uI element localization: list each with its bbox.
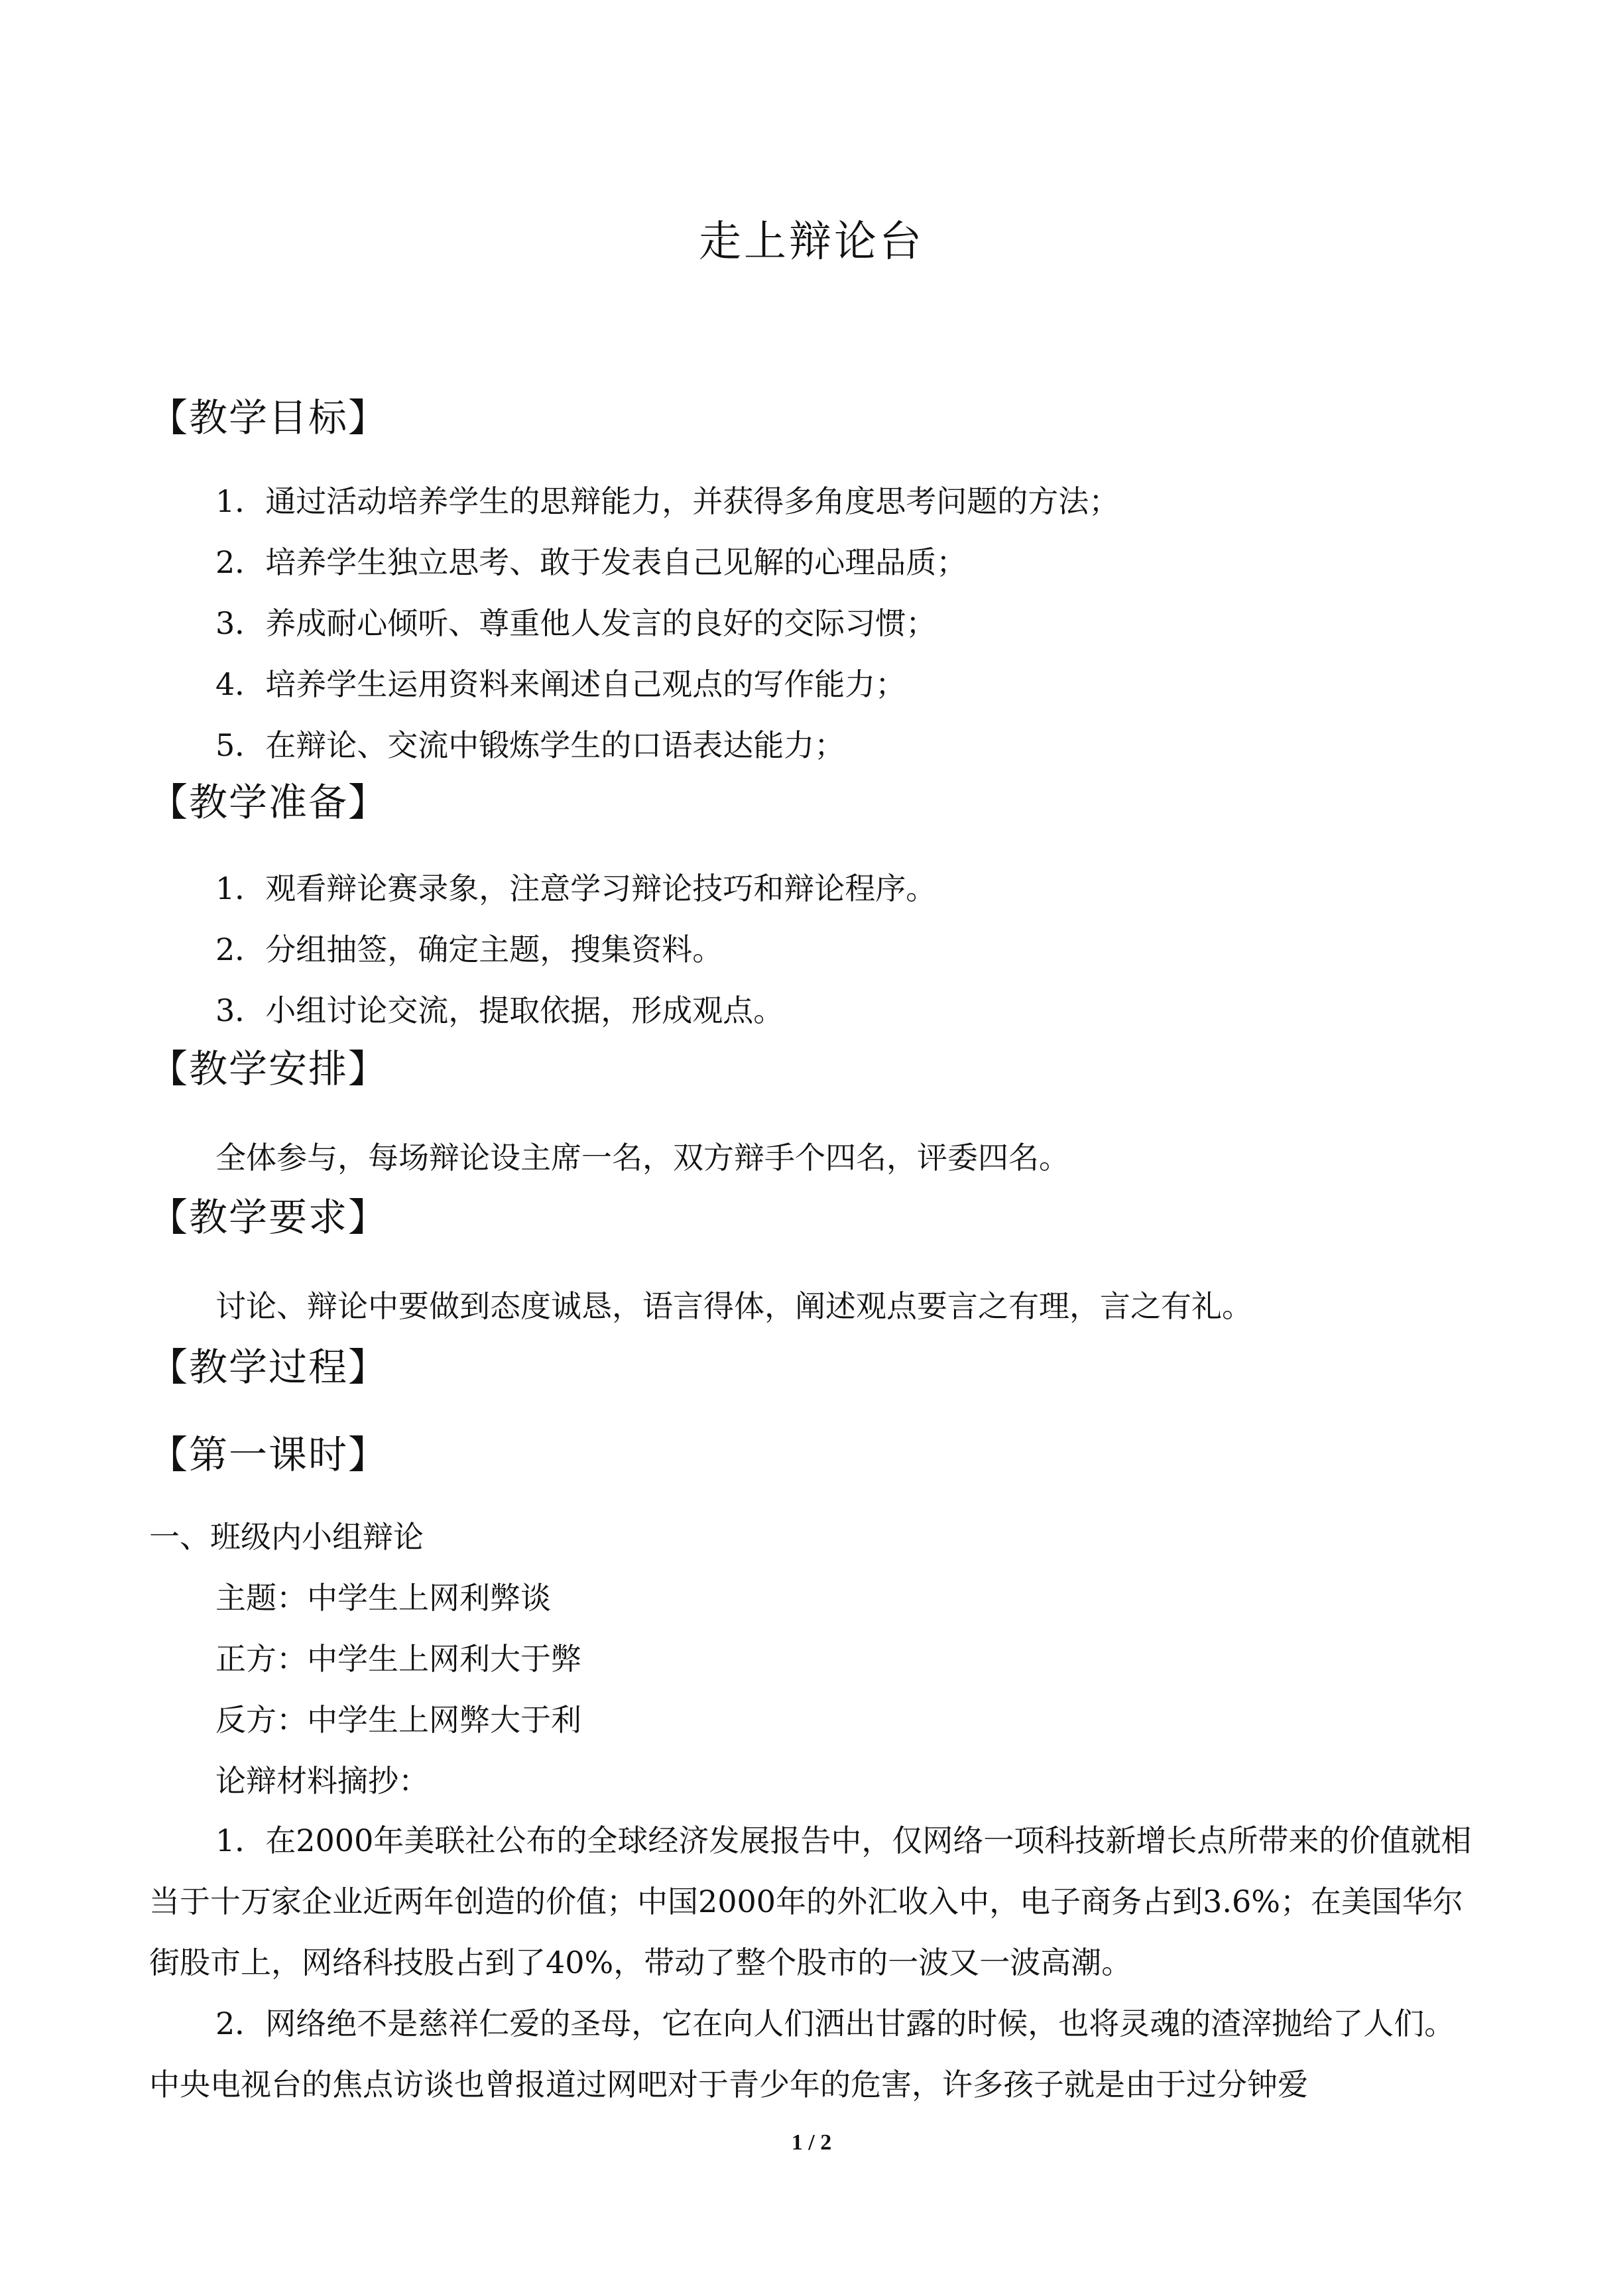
materials-label: 论辩材料摘抄： [215, 1763, 429, 1799]
preparation-item-3: 3．小组讨论交流，提取依据，形成观点。 [215, 993, 784, 1028]
debate-con-side: 反方：中学生上网弊大于利 [215, 1702, 581, 1738]
page-number: 1 / 2 [791, 2130, 832, 2155]
preparation-item-1: 1．观看辩论赛录象，注意学习辩论技巧和辩论程序。 [215, 871, 937, 906]
heading-teaching-goals: 【教学目标】 [149, 395, 389, 440]
preparation-item-2: 2．分组抽签，确定主题，搜集资料。 [215, 932, 723, 967]
heading-teaching-requirements: 【教学要求】 [149, 1195, 389, 1240]
arrangement-text: 全体参与，每场辩论设主席一名，双方辩手个四名，评委四名。 [215, 1140, 1069, 1176]
material-paragraph-1: 1．在2000年美联社公布的全球经济发展报告中，仅网络一项科技新增长点所带来的价值就相当于十万家企业近两年创造的价值；中国2000年的外汇收入中，电子商务占到3.6%；在美国华尔街股市上，网络科技股占到了40%，带动了整个股市的一波又一波高潮。 [149, 1823, 1472, 1980]
goal-item-2: 2．培养学生独立思考、敢于发表自己见解的心理品质； [215, 544, 967, 580]
goal-item-5: 5．在辩论、交流中锻炼学生的口语表达能力； [215, 727, 845, 763]
document-title: 走上辩论台 [699, 217, 924, 267]
heading-lesson-1: 【第一课时】 [149, 1432, 389, 1477]
debate-pro-side: 正方：中学生上网利大于弊 [215, 1641, 581, 1677]
debate-topic: 主题：中学生上网利弊谈 [215, 1580, 551, 1616]
material-paragraph-2: 2．网络绝不是慈祥仁爱的圣母，它在向人们洒出甘露的时候，也将灵魂的渣滓抛给了人们。中央电视台的焦点访谈也曾报道过网吧对于青少年的危害，许多孩子就是由于过分钟爱 [149, 2006, 1455, 2102]
part-1-title: 一、班级内小组辩论 [149, 1519, 424, 1555]
requirements-text: 讨论、辩论中要做到态度诚恳，语言得体，阐述观点要言之有理，言之有礼。 [215, 1288, 1252, 1324]
heading-teaching-preparation: 【教学准备】 [149, 780, 389, 825]
goal-item-4: 4．培养学生运用资料来阐述自己观点的写作能力； [215, 666, 906, 702]
heading-teaching-arrangement: 【教学安排】 [149, 1046, 389, 1091]
goal-item-3: 3．养成耐心倾听、尊重他人发言的良好的交际习惯； [215, 605, 937, 641]
heading-teaching-process: 【教学过程】 [149, 1345, 389, 1390]
goal-item-1: 1．通过活动培养学生的思辩能力，并获得多角度思考问题的方法； [215, 483, 1120, 519]
